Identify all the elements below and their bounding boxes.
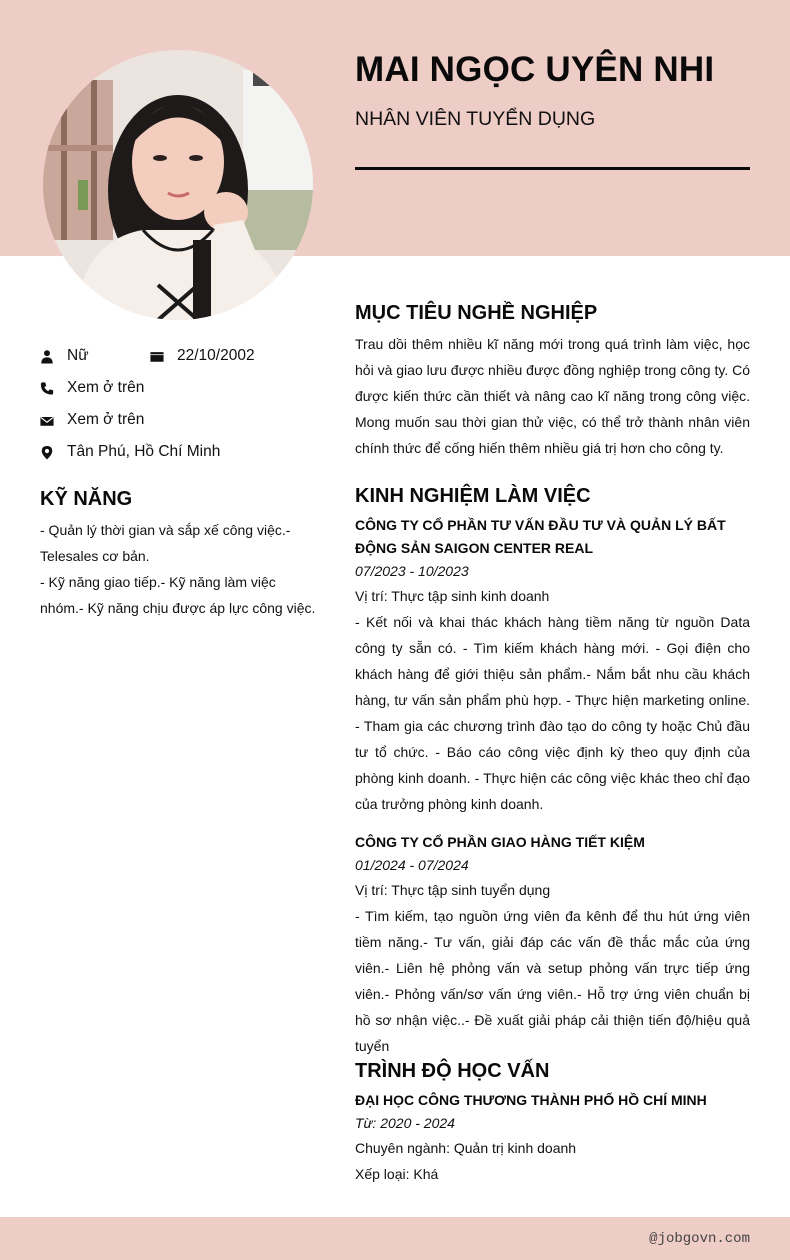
gender-value: Nữ (67, 347, 89, 364)
objective-section (355, 299, 750, 461)
birthday-field (150, 347, 255, 365)
footer-watermark: @jobgovn.com (649, 1231, 750, 1247)
profile-photo (43, 50, 313, 320)
profile-photo-illustration (43, 50, 313, 320)
education-grade: Xếp loại: Khá (355, 1166, 439, 1182)
experience-item (355, 831, 750, 1059)
gender-field (40, 347, 150, 365)
experience-position: Vị trí: Thực tập sinh tuyển dụng (355, 882, 551, 898)
experience-section (355, 482, 750, 1059)
header-divider (355, 167, 750, 170)
mail-icon (40, 412, 54, 428)
education-section (355, 1057, 750, 1187)
education-title: TRÌNH ĐỘ HỌC VẤN (355, 1060, 550, 1082)
candidate-name: MAI NGỌC UYÊN NHI (355, 50, 715, 89)
experience-position: Vị trí: Thực tập sinh kinh doanh (355, 588, 550, 604)
experience-company: CÔNG TY CỔ PHẦN TƯ VẤN ĐẦU TƯ VÀ QUẢN LÝ BẤT ĐỘNG SẢN SAIGON CENTER REAL (355, 517, 726, 556)
experience-item (355, 514, 750, 817)
skill-line: - Kỹ năng giao tiếp.- Kỹ năng làm việc nhóm.- Kỹ năng chịu được áp lực công việc. (40, 574, 316, 616)
experience-description: - Kết nối và khai thác khách hàng tiềm năng từ nguồn Data công ty sẵn có. - Tìm kiếm khách hàng mới. - Gọi điện cho khách hàng để giới thiệu sản phẩm.- Nắm bắt nhu cầu khách hàng, tư vấn sản phẩm phù hợp. - Thực hiện marketing online. - Tham gia các chương trình đào tạo do công ty hoặc Chủ đầu tư tổ chức. - Báo cáo công việc định kỳ theo quy định của phòng kinh doanh. - Thực hiện các công việc khác theo chỉ đạo của trưởng phòng kinh doanh. (355, 614, 750, 812)
experience-description: - Tìm kiếm, tạo nguồn ứng viên đa kênh để thu hút ứng viên tiềm năng.- Tư vấn, giải đáp các vấn đề thắc mắc của ứng viên.- Liên hệ phỏng vấn và setup phỏng vấn trực tiếp ứng viên.- Phỏng vấn/sơ vấn ứng viên.- Hỗ trợ ứng viên chuẩn bị hồ sơ nhận việc..- Đề xuất giải pháp cải thiện tiến độ/hiệu quả tuyển (355, 908, 750, 1054)
objective-title: MỤC TIÊU NGHỀ NGHIỆP (355, 302, 598, 324)
phone-icon (40, 380, 54, 396)
experience-period: 07/2023 - 10/2023 (355, 563, 469, 579)
skills-section (40, 485, 320, 621)
skills-list (40, 517, 320, 621)
email-value: Xem ở trên (67, 411, 145, 428)
info-row-address (40, 436, 330, 468)
info-row-gender-birthday (40, 340, 330, 372)
experience-company: CÔNG TY CỔ PHẦN GIAO HÀNG TIẾT KIỆM (355, 834, 645, 850)
info-row-phone (40, 372, 330, 404)
experience-title: KINH NGHIỆM LÀM VIỆC (355, 485, 591, 507)
info-row-email (40, 404, 330, 436)
education-school: ĐẠI HỌC CÔNG THƯƠNG THÀNH PHỐ HỒ CHÍ MINH (355, 1092, 707, 1108)
candidate-job-title: NHÂN VIÊN TUYỂN DỤNG (355, 108, 596, 130)
phone-value: Xem ở trên (67, 379, 145, 396)
objective-text: Trau dồi thêm nhiều kĩ năng mới trong quá trình làm việc, học hỏi và giao lưu được nhiều được đồng nghiệp trong công ty. Có được kiến thức cần thiết và nâng cao kĩ năng trong công việc. Mong muốn sau thời gian thử việc, có thể trở thành nhân viên chính thức để cống hiến thêm nhiều giá trị hơn cho công ty. (355, 336, 750, 456)
education-period: Từ: 2020 - 2024 (355, 1115, 455, 1131)
skills-title: KỸ NĂNG (40, 488, 133, 510)
address-value: Tân Phú, Hồ Chí Minh (67, 443, 221, 460)
skill-line: - Quản lý thời gian và sắp xế công việc.- Telesales cơ bản. (40, 522, 291, 564)
calendar-icon (150, 348, 164, 364)
education-major: Chuyên ngành: Quản trị kinh doanh (355, 1140, 577, 1156)
personal-info (40, 340, 330, 468)
person-icon (40, 348, 54, 364)
experience-period: 01/2024 - 07/2024 (355, 857, 469, 873)
birthday-value: 22/10/2002 (177, 347, 255, 364)
location-icon (40, 444, 54, 460)
